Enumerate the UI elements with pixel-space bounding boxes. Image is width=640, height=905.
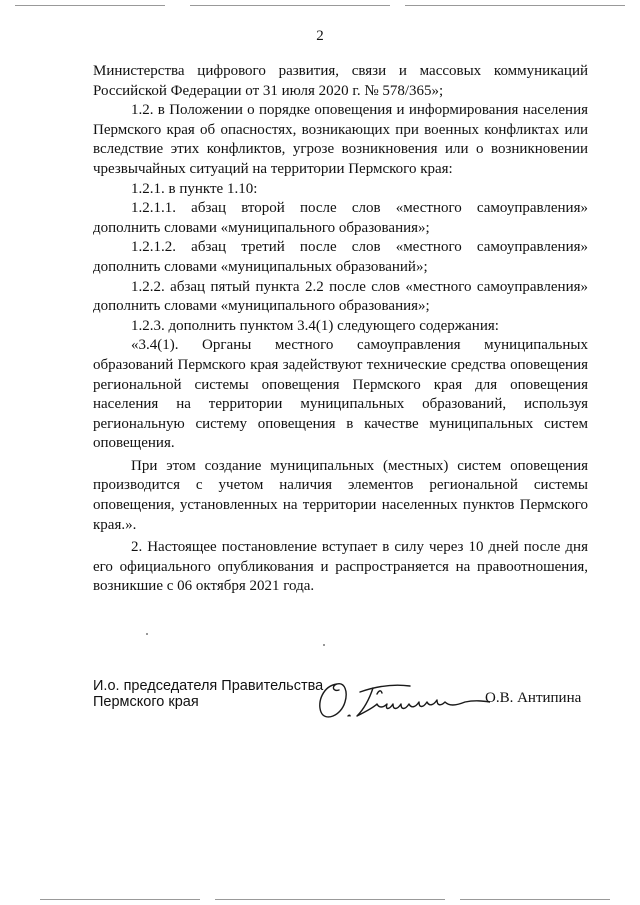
scan-edge-line-top — [405, 5, 625, 6]
paragraph: 1.2.3. дополнить пунктом 3.4(1) следующего содержания: — [131, 317, 499, 334]
scan-edge-line-bottom — [215, 899, 445, 900]
signer-title-line: Пермского края — [93, 694, 199, 710]
paragraph: «3.4(1). Органы местного самоуправления муниципальных образований Пермского края задействуют технические средства оповещения региональной системы оповещения Пермского края для оповещения населения на территории муниципальных образований, используя региональную систему оповещения в качестве муниципальных систем оповещения. — [93, 337, 588, 452]
paragraph: Министерства цифрового развития, связи и массовых коммуникаций Российской Федерации от 31 июля 2020 г. № 578/365»; — [93, 63, 588, 99]
handwritten-signature — [315, 672, 490, 724]
signer-name: О.В. Антипина — [485, 690, 582, 706]
scan-edge-line-bottom — [460, 899, 610, 900]
page-number: 2 — [316, 28, 324, 44]
document-body — [93, 62, 588, 597]
paragraph: 1.2.2. абзац пятый пункта 2.2 после слов «местного самоуправления» дополнить словами «муниципального образования»; — [93, 278, 588, 315]
scan-edge-line-top — [190, 5, 390, 6]
scan-edge-line-bottom — [40, 899, 200, 900]
paragraph: 2. Настоящее постановление вступает в силу через 10 дней после дня его официального опубликования и распространяется на правоотношения, возникшие с 06 октября 2021 года. — [93, 539, 588, 595]
paragraph: При этом создание муниципальных (местных) систем оповещения производится с учетом наличия элементов региональной системы оповещения, установленных на территории населенных пунктов Пермского края.». — [93, 457, 588, 533]
signer-title-line: И.о. председателя Правительства — [93, 678, 324, 694]
paragraph: 1.2.1. в пункте 1.10: — [131, 180, 258, 197]
paragraph: 1.2. в Положении о порядке оповещения и информирования населения Пермского края об опасностях, возникающих при военных конфликтах или вследствие этих конфликтов, угрозе возникновения или о возникновении чрезвычайных ситуаций на территории Пермского края: — [93, 102, 588, 177]
signature-block — [93, 678, 593, 728]
signer-title — [93, 678, 323, 710]
paragraph: 1.2.1.1. абзац второй после слов «местного самоуправления» дополнить словами «муниципального образования»; — [93, 200, 588, 236]
scan-speck — [146, 633, 148, 635]
scan-edge-line-top — [15, 5, 165, 6]
scan-speck — [323, 644, 325, 646]
paragraph: 1.2.1.2. абзац третий после слов «местного самоуправления» дополнить словами «муниципальных образований»; — [93, 239, 588, 275]
